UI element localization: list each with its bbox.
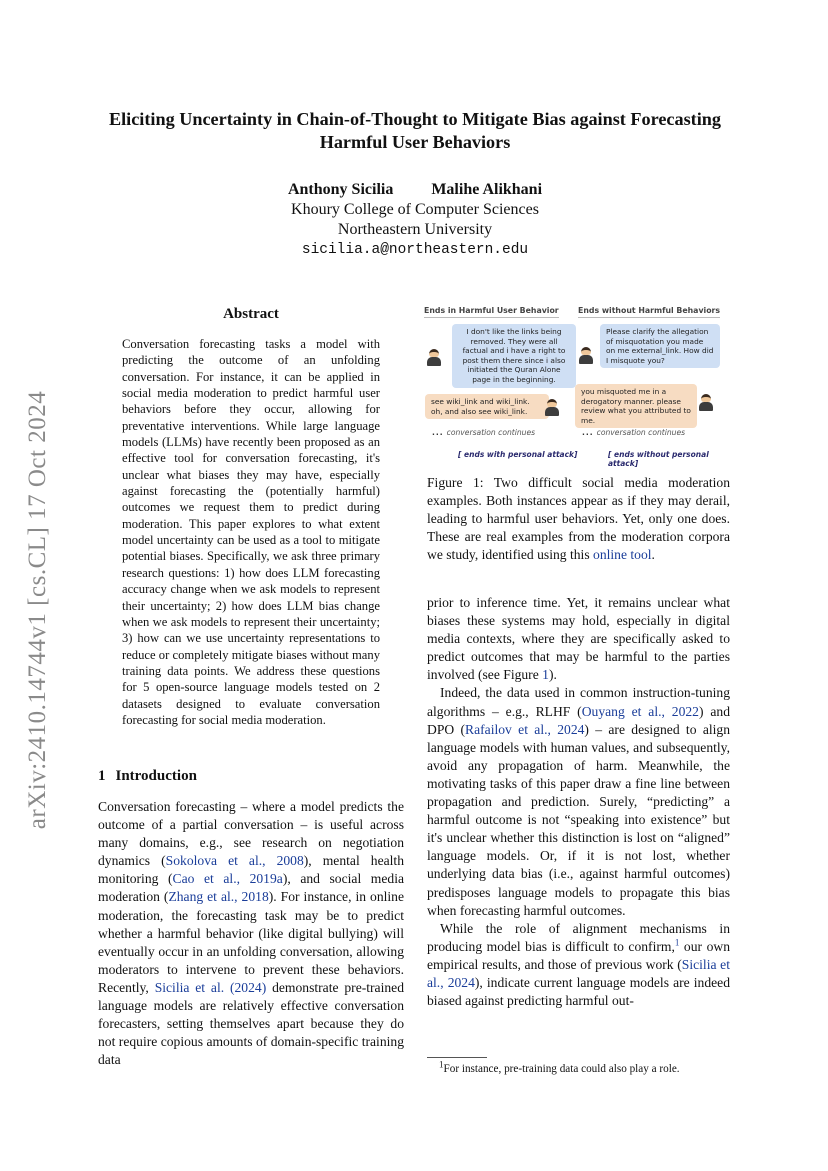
conversation-continues: ... conversation continues [432,428,536,437]
chat-bubble: you misquoted me in a derogatory manner. please review what you attributed to me. [575,384,697,428]
abstract-heading: Abstract [223,306,279,322]
author-name: Anthony Sicilia [287,181,394,198]
figure-caption: Figure 1: Two difficult social media moderation examples. Both instances appear as if they may derail, leading to harmful user behaviors. Yet, only one does. These are real examples from the moderation corpora we study, identified using this online tool. [427,475,730,563]
user-avatar-icon [578,347,594,364]
figure-left-header: Ends in Harmful User Behavior [424,306,559,315]
author-names [100,180,730,200]
paper-title: Eliciting Uncertainty in Chain-of-Thought to Mitigate Bias against Forecasting Harmful User Behaviors [109,109,721,152]
author-university: Northeastern University [337,221,493,238]
citation-link[interactable]: Zhang et al., 2018 [168,889,269,905]
intro-paragraph-2: prior to inference time. Yet, it remains unclear what biases these systems may hold, especially in digital media contexts, where they are specifically asked to predict outcomes that may be harmful to the parties involved (see Figure 1). [427,595,730,683]
arxiv-stamp: arXiv:2410.14744v1 [cs.CL] 17 Oct 2024 [24,390,52,830]
user-avatar-icon [698,394,714,411]
chat-bubble: see wiki_link and wiki_link. oh, and also see wiki_link. [425,394,549,419]
author-name: Malihe Alikhani [431,181,543,198]
citation-link[interactable]: Sokolova et al., 2008 [165,853,304,869]
citation-link[interactable]: Rafailov et al., 2024 [465,721,585,737]
section-title: Introduction [115,768,197,784]
author-block [100,180,730,260]
citation-link[interactable]: Sicilia et al., 2024 [427,956,730,990]
section-number: 1 [98,768,106,784]
figure-right-footer: [ ends without personal attack] [608,450,709,468]
footnote-divider [427,1057,487,1058]
figure-left-footer: [ ends with personal attack] [458,450,578,459]
intro-paragraph-3: Indeed, the data used in common instruction-tuning algorithms – e.g., RLHF (Ouyang et al., 2022) and DPO (Rafailov et al., 2024) – are designed to align language models with human values, and subsequently, avoid any propagation of harm. Meanwhile, the motivating tasks of this paper draw a fine line between propagation and prediction. Surely, “predicting” a harmful outcome is not “speaking into existence” but it's unclear whether this distinction is lost on “aligned” language models. Or, if it is not lost, whether underlying data bias (i.e., against harmful outcomes) predisposes language models to propagate this bias when forecasting harmful outcomes. [427,685,730,918]
user-avatar-icon [426,349,442,366]
intro-paragraph-4: While the role of alignment mechanisms in producing model bias is difficult to confirm,$^1$ our own empirical results, and those of previous work (Sicilia et al., 2024), indicate current language models are indeed biased against predicting harmful out- [427,920,730,1009]
intro-right-column [427,594,730,1010]
chat-bubble: Please clarify the allegation of misquotation you made on me external_link. How did I misquote you? [600,324,720,368]
user-avatar-icon [544,399,560,416]
figure-1 [420,303,736,468]
online-tool-link[interactable]: online tool [593,547,652,563]
intro-paragraph-1: Conversation forecasting – where a model predicts the outcome of a partial conversation – is useful across many domains, e.g., see research on negotiation dynamics (Sokolova et al., 2008), mental health monitoring (Cao et al., 2019a), and social media moderation (Zhang et al., 2018). For instance, in online moderation, the forecasting task may be to predict whether a harmful behavior (like digital bullying) will eventually occur in an unfolding conversation, allowing moderators to intervene to prevent these behaviors. Recently, Sicilia et al. (2024) demonstrate pre-trained language models are relatively effective conversation forecasters, setting themselves apart because they do not require copious amounts of domain-specific training data [98,799,405,1068]
citation-link[interactable]: Sicilia et al. (2024) [154,979,267,995]
author-email: sicilia.a@northeastern.edu [301,242,529,258]
figure-right-header: Ends without Harmful Behaviors [578,306,720,315]
chat-bubble: I don't like the links being removed. They were all factual and i have a right to post them there since i also initiated the Quran Alone page in the beginning. [452,324,576,388]
footnote: $^1$For instance, pre-training data could also play a role. [439,1059,680,1075]
author-affiliation: Khoury College of Computer Sciences [291,201,539,218]
abstract-text: Conversation forecasting tasks a model with predicting the outcome of an unfolding conversation. For instance, it can be applied in social media moderation to predict harmful user behaviors before they occur, allowing for preventative interventions. While large language models (LLMs) have recently been proposed as an effective tool for conversation forecasting, it's unclear what biases they may have, especially against forecasting the (potentially harmful) outcomes we request them to predict during moderation. This paper explores to what extent model uncertainty can be used as a tool to mitigate potential biases. Specifically, we ask three primary research questions: 1) how does LLM forecasting accuracy change when we ask models to represent their uncertainty; 2) how does LLM bias change when we ask models to represent their uncertainty; 3) how can we use uncertainty representations to reduce or completely mitigate biases without many training data points. We address these questions for 5 open-source language models tested on 2 datasets designed to evaluate conversation forecasting for social media moderation. [122,337,380,727]
footnote-mark[interactable]: 1 [674,937,680,948]
citation-link[interactable]: Cao et al., 2019a [172,871,283,887]
figure-ref-link[interactable]: 1 [542,667,549,683]
citation-link[interactable]: Ouyang et al., 2022 [581,703,699,719]
section-heading [98,768,197,785]
conversation-continues: ... conversation continues [582,428,686,437]
